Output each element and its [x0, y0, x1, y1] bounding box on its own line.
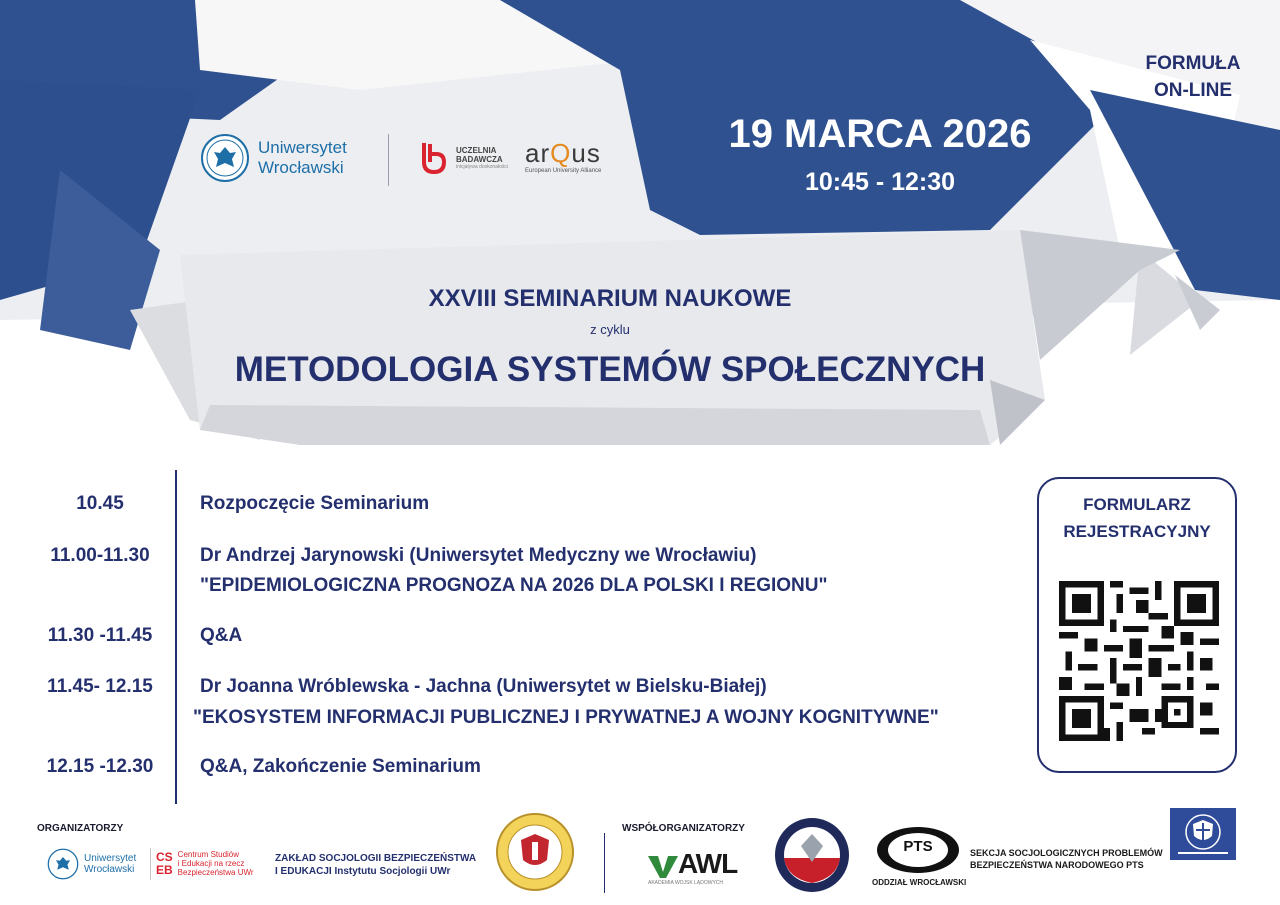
section-line1: SEKCJA SOCJOLOGICZNYCH PROBLEMÓW	[970, 848, 1163, 858]
agenda-talk-title: "EPIDEMIOLOGICZNA PROGNOZA NA 2026 DLA POLSKI I REGIONU"	[200, 575, 828, 596]
department-line1: ZAKŁAD SOCJOLOGII BEZPIECZEŃSTWA	[275, 853, 477, 864]
research-logo-sub: inicjatywa doskonałości	[456, 164, 508, 170]
university-logo-line2: Wrocławski	[258, 158, 344, 177]
agenda-desc: Dr Joanna Wróblewska - Jachna (Uniwersytet w Bielsku-Białej)	[200, 676, 767, 697]
arqus-name-post: us	[571, 138, 601, 168]
arqus-sub: European University Alliance	[525, 168, 602, 174]
event-time: 10:45 - 12:30	[804, 168, 956, 196]
research-logo-line2: BADAWCZA	[456, 155, 503, 164]
cseb-line1: Centrum Studiów	[177, 850, 240, 859]
footer-divider	[150, 848, 151, 880]
footer-uwr-line2: Wrocławski	[84, 864, 135, 875]
section-line2: BEZPIECZEŃSTWA NARODOWEGO PTS	[970, 860, 1144, 870]
format-label	[1118, 50, 1268, 104]
cseb-mark-line2: EB	[156, 862, 173, 877]
awl-sub: AKADEMIA WOJSK LĄDOWYCH	[648, 880, 724, 886]
agenda-desc: Q&A	[200, 625, 243, 646]
agenda-time: 11.30 -11.45	[47, 625, 153, 646]
research-logo-line1: UCZELNIA	[456, 146, 497, 155]
eagle-crest-icon	[47, 848, 79, 880]
pts-name: PTS	[903, 838, 933, 855]
agenda-desc: Rozpoczęcie Seminarium	[200, 493, 430, 514]
arqus-name-q: Q	[550, 138, 572, 168]
registration-line2: REJESTRACYJNY	[1063, 522, 1211, 541]
department-line2: I EDUKACJI Instytutu Socjologii UWr	[275, 866, 451, 877]
agenda-time: 11.45- 12.15	[47, 676, 153, 697]
footer-uwr-line1: Uniwersytet	[84, 853, 137, 864]
seminar-cycle: z cyklu	[590, 322, 630, 337]
footer-divider	[604, 833, 605, 893]
security-society-icon	[1170, 808, 1236, 860]
registration-label	[1039, 491, 1235, 545]
seminar-name: METODOLOGIA SYSTEMÓW SPOŁECZNYCH	[234, 350, 986, 389]
agenda-desc: Dr Andrzej Jarynowski (Uniwersytet Medyczny we Wrocławiu)	[200, 545, 757, 566]
agenda-time: 11.00-11.30	[50, 545, 150, 566]
seminar-title: XXVIII SEMINARIUM NAUKOWE	[428, 285, 792, 312]
organizers-label: ORGANIZATORZY	[37, 823, 124, 834]
agenda-time: 12.15 -12.30	[46, 756, 154, 777]
format-line1: FORMUŁA	[1145, 53, 1241, 74]
registration-line1: FORMULARZ	[1083, 495, 1191, 514]
cseb-mark-line1: CS	[156, 849, 173, 864]
coorganizers-label: WSPÓŁORGANIZATORZY	[622, 823, 745, 834]
cseb-line3: Bezpieczeństwa UWr	[177, 868, 254, 877]
department-name	[275, 852, 476, 878]
awl-logo	[648, 848, 737, 886]
qr-code-icon[interactable]	[1059, 581, 1219, 741]
cseb-line2: i Edukacji na rzecz	[177, 859, 245, 868]
military-crest-icon	[773, 816, 851, 894]
registration-box[interactable]	[1037, 477, 1237, 773]
agenda-time: 10.45	[76, 493, 124, 514]
format-line2: ON-LINE	[1153, 80, 1233, 101]
awl-name: AWL	[678, 848, 738, 879]
university-logo-line1: Uniwersytet	[258, 138, 347, 157]
footer-university-logo	[47, 848, 136, 880]
agenda-desc: Q&A, Zakończenie Seminarium	[200, 756, 481, 777]
awl-emblem-icon	[648, 850, 678, 878]
arqus-name-pre: ar	[525, 138, 551, 168]
agenda-talk-title: "EKOSYSTEM INFORMACJI PUBLICZNEJ I PRYWATNEJ A WOJNY KOGNITYWNE"	[193, 707, 939, 728]
pts-branch: ODDZIAŁ WROCŁAWSKI	[872, 878, 967, 887]
cseb-logo	[156, 850, 254, 877]
academy-seal-icon	[495, 812, 575, 892]
section-name	[970, 847, 1163, 871]
security-society-logo	[1170, 808, 1236, 860]
event-date: 19 MARCA 2026	[728, 112, 1032, 156]
